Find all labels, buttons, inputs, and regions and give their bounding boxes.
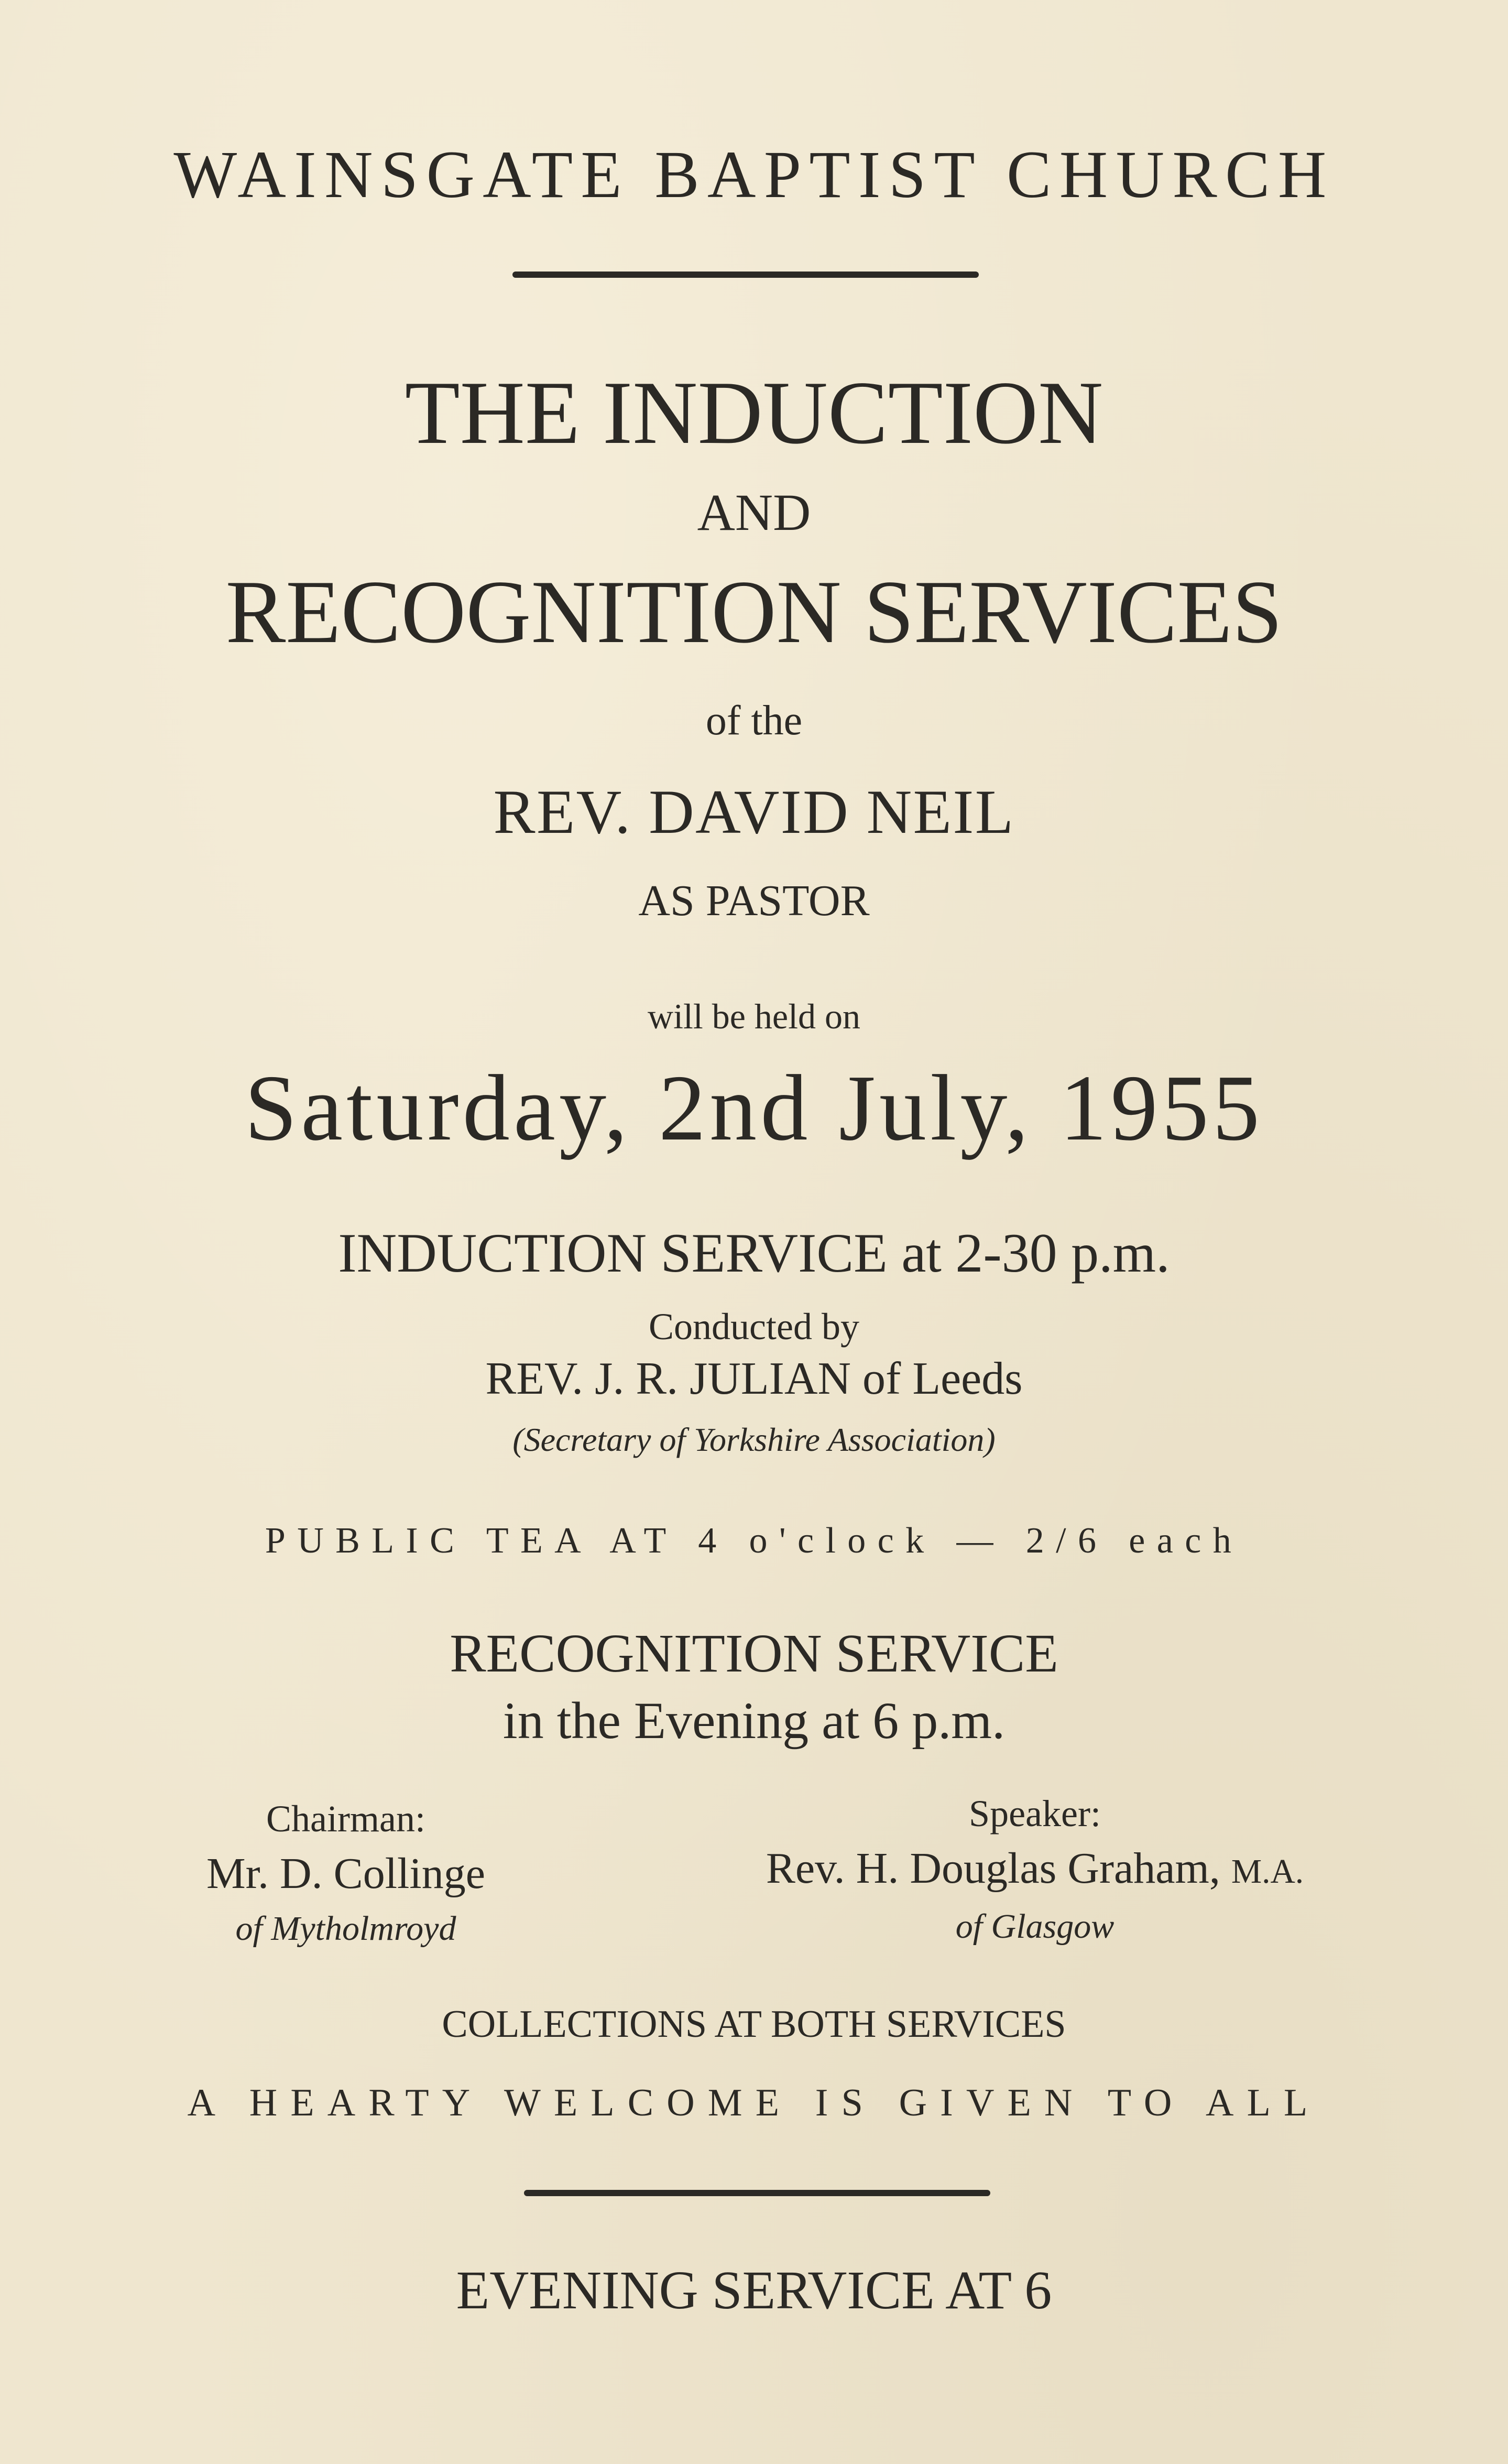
church-name: WAINSGATE BAPTIST CHURCH	[173, 137, 1335, 212]
title-and: AND	[697, 483, 811, 541]
recognition-heading: RECOGNITION SERVICE	[450, 1623, 1058, 1684]
chairman-block	[157, 1793, 534, 1955]
title-line-1: THE INDUCTION	[405, 363, 1103, 463]
speaker-block	[734, 1787, 1336, 1953]
chairman-name: Mr. D. Collinge	[206, 1849, 485, 1898]
will-be-held: will be held on	[647, 996, 861, 1036]
conducted-by: Conducted by	[649, 1306, 859, 1348]
welcome-note: A HEARTY WELCOME IS GIVEN TO ALL	[187, 2081, 1321, 2124]
speaker-degree: M.A.	[1231, 1853, 1304, 1891]
public-tea: PUBLIC TEA AT 4 o'clock — 2/6 each	[265, 1521, 1243, 1561]
as-pastor: AS PASTOR	[638, 876, 870, 925]
bottom-divider	[524, 2190, 990, 2196]
induction-heading: INDUCTION SERVICE at 2-30 p.m.	[338, 1222, 1170, 1284]
title-line-2: RECOGNITION SERVICES	[225, 562, 1283, 662]
evening-service: EVENING SERVICE AT 6	[456, 2260, 1052, 2320]
chairman-place: of Mytholmroyd	[235, 1909, 456, 1948]
speaker-place: of Glasgow	[955, 1907, 1114, 1946]
minister-name: REV. DAVID NEIL	[493, 777, 1015, 846]
speaker-name: Rev. H. Douglas Graham,	[766, 1844, 1220, 1893]
collections-note: COLLECTIONS AT BOTH SERVICES	[442, 2003, 1066, 2046]
conductor-role: (Secretary of Yorkshire Association)	[512, 1421, 996, 1458]
of-the: of the	[705, 698, 803, 744]
chairman-label: Chairman:	[266, 1798, 425, 1840]
speaker-name-line	[734, 1840, 1336, 1901]
service-date: Saturday, 2nd July, 1955	[244, 1056, 1264, 1160]
recognition-time: in the Evening at 6 p.m.	[502, 1691, 1006, 1750]
top-divider	[512, 272, 979, 278]
conductor-name: REV. J. R. JULIAN of Leeds	[485, 1353, 1023, 1404]
speaker-label: Speaker:	[969, 1793, 1101, 1835]
